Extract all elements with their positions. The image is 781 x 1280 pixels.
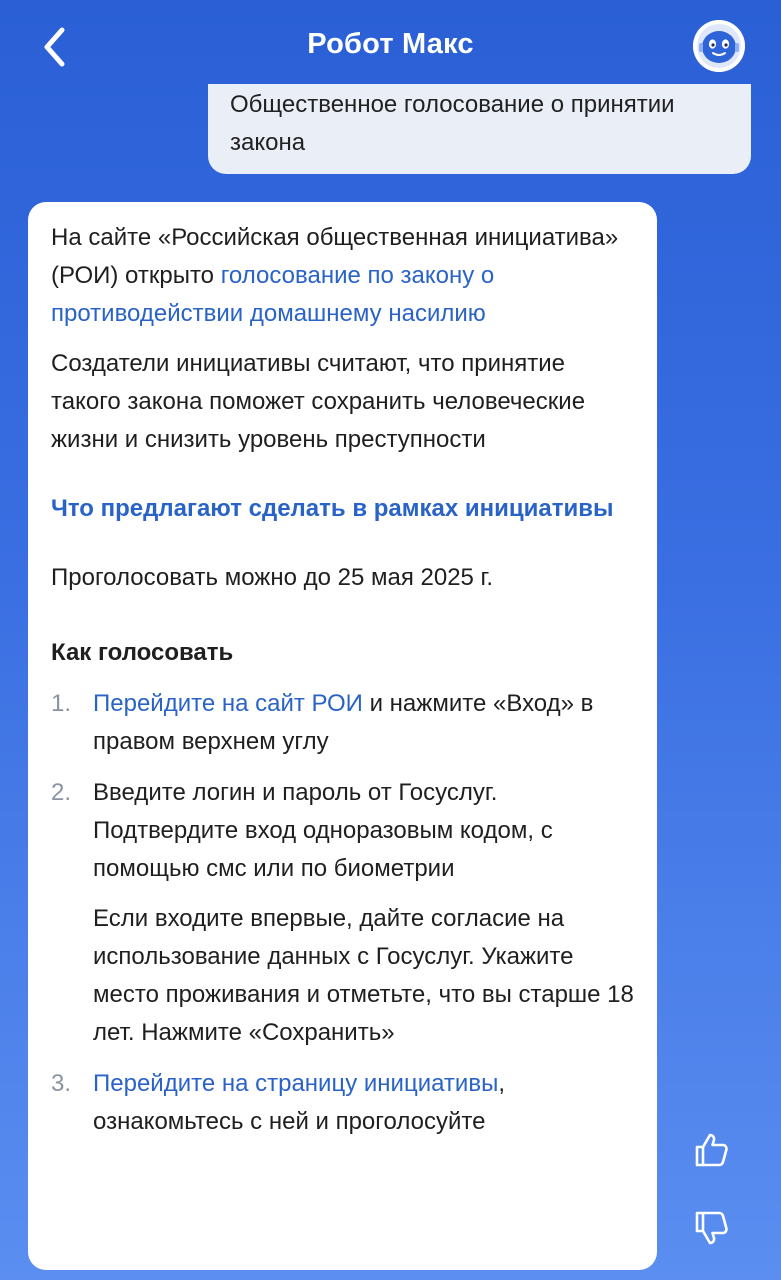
step-item-3 — [51, 1065, 637, 1141]
step-text — [93, 1065, 637, 1141]
robot-avatar[interactable] — [693, 20, 745, 72]
vote-deadline-text: Проголосовать можно до 25 мая 2025 г. — [51, 564, 494, 591]
step-number: 1. — [51, 690, 72, 717]
like-button[interactable] — [691, 1130, 731, 1170]
user-message-text: Общественное голосование о принятии закона — [230, 91, 675, 156]
vote-link[interactable]: голосование по закону о противодействии домашнему насилию — [51, 262, 495, 327]
step-1-text: и нажмите «Вход» в правом верхнем углу — [93, 690, 594, 755]
creators-paragraph: Создатели инициативы считают, что принятие такого закона поможет сохранить человеческие жизни и снизить уровень преступности — [51, 350, 586, 453]
how-to-vote-heading: Как голосовать — [51, 639, 234, 666]
initiative-page-link[interactable]: Перейдите на страницу инициативы — [93, 1070, 499, 1097]
step-text — [93, 685, 637, 761]
user-message-bubble — [208, 84, 751, 174]
step-item-1 — [51, 685, 637, 761]
header — [0, 0, 781, 92]
dislike-button[interactable] — [691, 1208, 731, 1248]
step-2-text: Введите логин и пароль от Госуслуг. Подтвердите вход одноразовым кодом, с помощью смс или по биометрии — [93, 779, 553, 882]
intro-paragraph — [51, 219, 637, 333]
robot-avatar-icon — [693, 20, 745, 72]
step-item-2 — [51, 774, 637, 1052]
thumbs-down-icon — [691, 1208, 731, 1248]
step-number: 2. — [51, 779, 72, 806]
step-number: 3. — [51, 1070, 72, 1097]
page-title: Робот Макс — [307, 28, 474, 60]
bot-message-bubble — [28, 202, 657, 1270]
step-2-extra-text: Если входите впервые, дайте согласие на использование данных с Госуслуг. Укажите место проживания и отметьте, что вы старше 18 лет. Нажмите «Сохранить» — [93, 905, 634, 1046]
proposal-link[interactable]: Что предлагают сделать в рамках инициативы — [51, 495, 614, 522]
roi-site-link[interactable]: Перейдите на сайт РОИ — [93, 690, 363, 717]
thumbs-up-icon — [691, 1130, 731, 1170]
step-3-text: , ознакомьтесь с ней и проголосуйте — [93, 1070, 505, 1135]
intro-text: На сайте «Российская общественная инициатива» (РОИ) открыто — [51, 224, 619, 289]
